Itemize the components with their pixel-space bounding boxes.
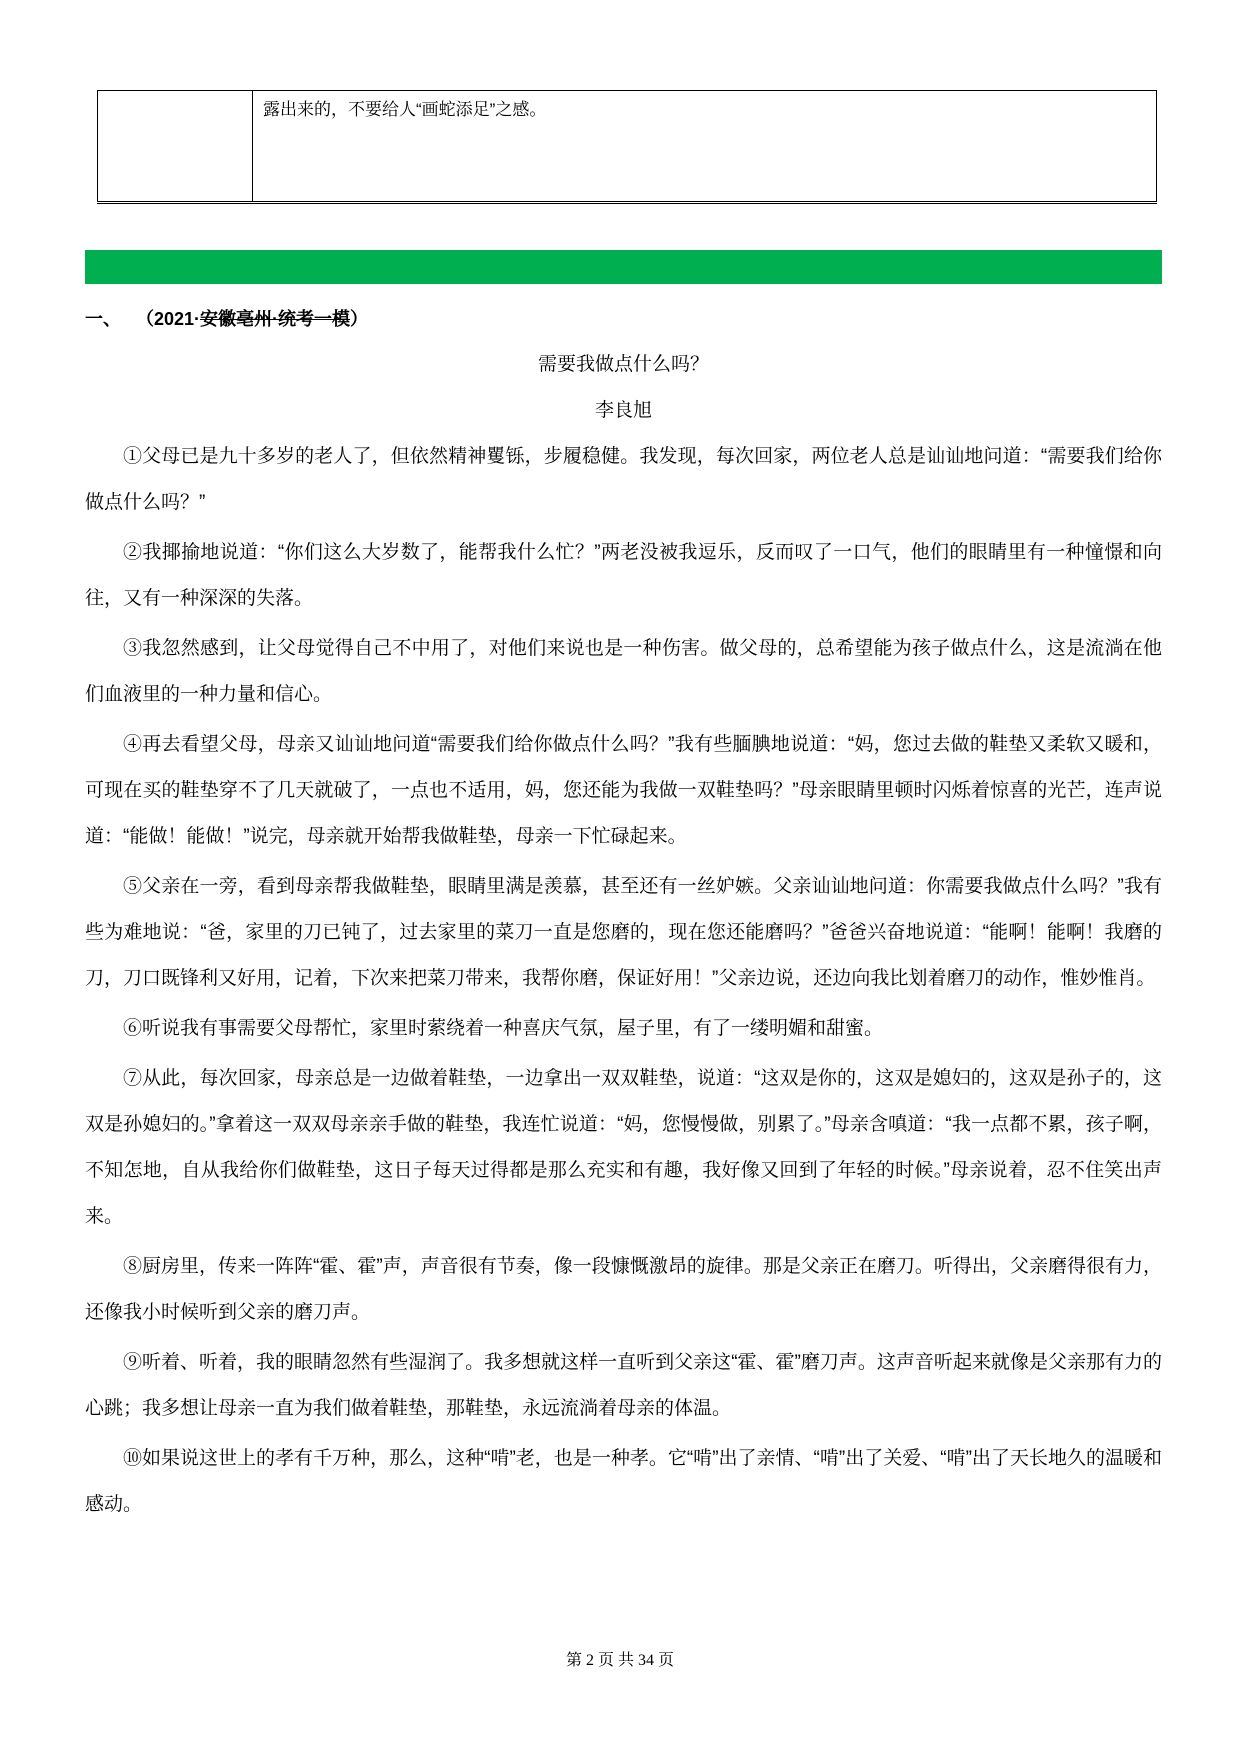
answer-table bbox=[97, 90, 1157, 204]
article-paragraph-7: ⑦从此，每次回家，母亲总是一边做着鞋垫，一边拿出一双双鞋垫，说道：“这双是你的，这双是媳妇的，这双是孙子的，这双是孙媳妇的。”拿着这一双双母亲亲手做的鞋垫，我连忙说道：“妈，您慢慢做，别累了。”母亲含嗔道：“我一点都不累，孩子啊，不知怎地，自从我给你们做鞋垫，这日子每天过得都是那么充实和有趣，我好像又回到了年轻的时候。”母亲说着，忍不住笑出声来。 bbox=[85, 1068, 1162, 1227]
article-paragraph-3: ③我忽然感到，让父母觉得自己不中用了，对他们来说也是一种伤害。做父母的，总希望能为孩子做点什么，这是流淌在他们血液里的一种力量和信心。 bbox=[85, 638, 1162, 705]
article-paragraph-1: ①父母已是九十多岁的老人了，但依然精神矍铄，步履稳健。我发现，每次回家，两位老人总是讪讪地问道：“需要我们给你做点什么吗？” bbox=[85, 446, 1162, 513]
section-number: 一、 bbox=[85, 309, 121, 329]
source-paren-close: ） bbox=[350, 309, 369, 329]
article-paragraph-5: ⑤父亲在一旁，看到母亲帮我做鞋垫，眼睛里满是羡慕，甚至还有一丝妒嫉。父亲讪讪地问道：你需要我做点什么吗？”我有些为难地说：“爸，家里的刀已钝了，过去家里的菜刀一直是您磨的，现在您还能磨吗？”爸爸兴奋地说道：“能啊！能啊！我磨的刀，刀口既锋利又好用，记着，下次来把菜刀带来，我帮你磨，保证好用！”父亲边说，还边向我比划着磨刀的动作，惟妙惟肖。 bbox=[85, 876, 1162, 989]
page-footer: 第 2 页 共 34 页 bbox=[565, 1652, 674, 1669]
article-author: 李良旭 bbox=[594, 400, 652, 421]
article-paragraph-2: ②我揶揄地说道：“你们这么大岁数了，能帮我什么忙？”两老没被我逗乐，反而叹了一口气，他们的眼睛里有一种憧憬和向往，又有一种深深的失落。 bbox=[85, 542, 1162, 609]
reading-passage bbox=[85, 342, 1162, 1528]
article-paragraph-10: ⑩如果说这世上的孝有千万种，那么，这种“啃”老，也是一种孝。它“啃”出了亲情、“啃”出了关爱、“啃”出了天长地久的温暖和感动。 bbox=[85, 1448, 1162, 1515]
table-row bbox=[98, 91, 1157, 203]
article-title: 需要我做点什么吗？ bbox=[537, 354, 709, 375]
article-paragraph-8: ⑧厨房里，传来一阵阵“霍、霍”声，声音很有节奏，像一段慷慨激昂的旋律。那是父亲正在磨刀。听得出，父亲磨得很有力，还像我小时候听到父亲的磨刀声。 bbox=[85, 1256, 1162, 1323]
article-paragraph-6: ⑥听说我有事需要父母帮忙，家里时萦绕着一种喜庆气氛，屋子里，有了一缕明媚和甜蜜。 bbox=[123, 1018, 884, 1039]
section-heading bbox=[85, 306, 1162, 332]
article-paragraph-4: ④再去看望父母，母亲又讪讪地问道“需要我们给你做点什么吗？”我有些腼腆地说道：“妈，您过去做的鞋垫又柔软又暖和，可现在买的鞋垫穿不了几天就破了，一点也不适用，妈，您还能为我做一双鞋垫吗？”母亲眼睛里顿时闪烁着惊喜的光芒，连声说道：“能做！能做！”说完，母亲就开始帮我做鞋垫，母亲一下忙碌起来。 bbox=[85, 734, 1162, 847]
article-paragraph-9: ⑨听着、听着，我的眼睛忽然有些湿润了。我多想就这样一直听到父亲这“霍、霍”磨刀声。这声音听起来就像是父亲那有力的心跳；我多想让母亲一直为我们做着鞋垫，那鞋垫，永远流淌着母亲的体温。 bbox=[85, 1352, 1162, 1419]
table-cell-right: 露出来的，不要给人“画蛇添足”之感。 bbox=[253, 91, 1157, 203]
table-cell-left bbox=[98, 91, 253, 203]
section-divider-bar bbox=[85, 250, 1162, 284]
source-paren-open: （2021· bbox=[145, 309, 201, 329]
source-name: 安徽亳州·统考一模 bbox=[200, 309, 351, 329]
